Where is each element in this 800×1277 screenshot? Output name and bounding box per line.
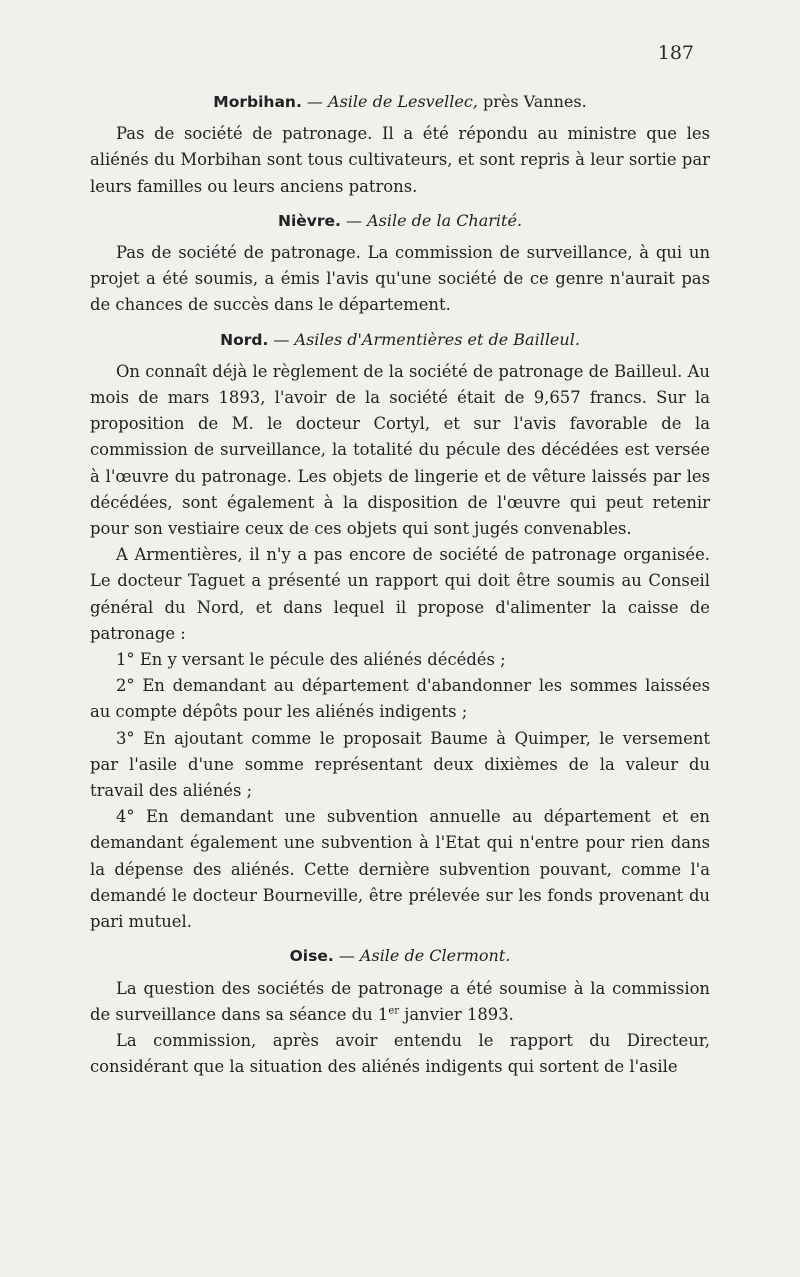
heading-nievre [90, 208, 710, 234]
heading-place: Nord. [220, 330, 269, 349]
heading-asile: Asile de Lesvellec, [328, 92, 478, 111]
heading-separator: — [340, 210, 368, 230]
paragraph-text: La question des sociétés de patronage a été soumise à la commission de surveillance dans sa séance du 1 [90, 978, 710, 1024]
heading-place: Morbihan. [213, 93, 302, 111]
heading-separator: — [333, 946, 360, 966]
paragraph-text: janvier 1893. [399, 1004, 514, 1024]
superscript: er [388, 1005, 400, 1017]
paragraph: A Armentières, il n'y a pas encore de société de patronage organisée. Le docteur Taguet a présenté un rapport qui doit être soumis au Conseil général du Nord, et dans lequel il propose d'alimenter la caisse de patronage : [90, 545, 710, 643]
list-item: 1° En y versant le pécule des aliénés décédés ; [116, 650, 506, 670]
heading-nord [90, 327, 710, 353]
heading-asile: Asiles d'Armentières et de Bailleul. [294, 329, 580, 349]
heading-oise [90, 943, 710, 969]
list-item: 2° En demandant au département d'abandonner les sommes laissées au compte dépôts pour les aliénés indigents ; [90, 676, 710, 722]
heading-asile: Asile de la Charité. [367, 210, 523, 230]
page-number: 187 [657, 42, 694, 64]
paragraph: La commission, après avoir entendu le rapport du Directeur, considérant que la situation des aliénés indigents qui sortent de l'asile [90, 1030, 710, 1077]
heading-separator: — [268, 329, 295, 349]
paragraph: Pas de société de patronage. La commission de surveillance, à qui un projet a été soumis, a émis l'avis qu'une société de ce genre n'aurait pas de chances de succès dans le département. [90, 243, 710, 315]
paragraph: Pas de société de patronage. Il a été répondu au ministre que les aliénés du Morbihan sont tous cultivateurs, et sont repris à leur sortie par leurs familles ou leurs anciens patrons. [90, 124, 710, 196]
heading-place: Nièvre. [277, 211, 341, 230]
paragraph: On connaît déjà le règlement de la société de patronage de Bailleul. Au mois de mars 1893, l'avoir de la société était de 9,657 francs. Sur la proposition de M. le docteur Cortyl, et sur l'avis favorable de la commission de surveillance, la totalité du pécule des décédées est versée à l'œuvre du patronage. Les objets de lingerie et de vêture laissés par les décédées, sont également à la disposition de l'œuvre qui peut retenir pour son vestiaire ceux de ces objets qui sont jugés convenables. [90, 361, 710, 539]
heading-rest: près Vannes. [477, 92, 587, 111]
list-item: 3° En ajoutant comme le proposait Baume à Quimper, le versement par l'asile d'une somme représentant deux dixièmes de la valeur du travail des aliénés ; [90, 728, 710, 801]
list-item: 4° En demandant une subvention annuelle au département et en demandant également une subvention à l'Etat qui n'entre pour rien dans la dépense des aliénés. Cette dernière subvention pouvant, comme l'a demandé le docteur Bourneville, être prélevée sur les fonds provenant du pari mutuel. [90, 807, 710, 932]
heading-morbihan [90, 89, 710, 115]
paragraph [90, 976, 710, 1028]
heading-asile: Asile de Clermont. [359, 946, 511, 966]
heading-separator: — [301, 92, 329, 111]
heading-place: Oise. [289, 947, 334, 966]
body-text [90, 89, 710, 1080]
